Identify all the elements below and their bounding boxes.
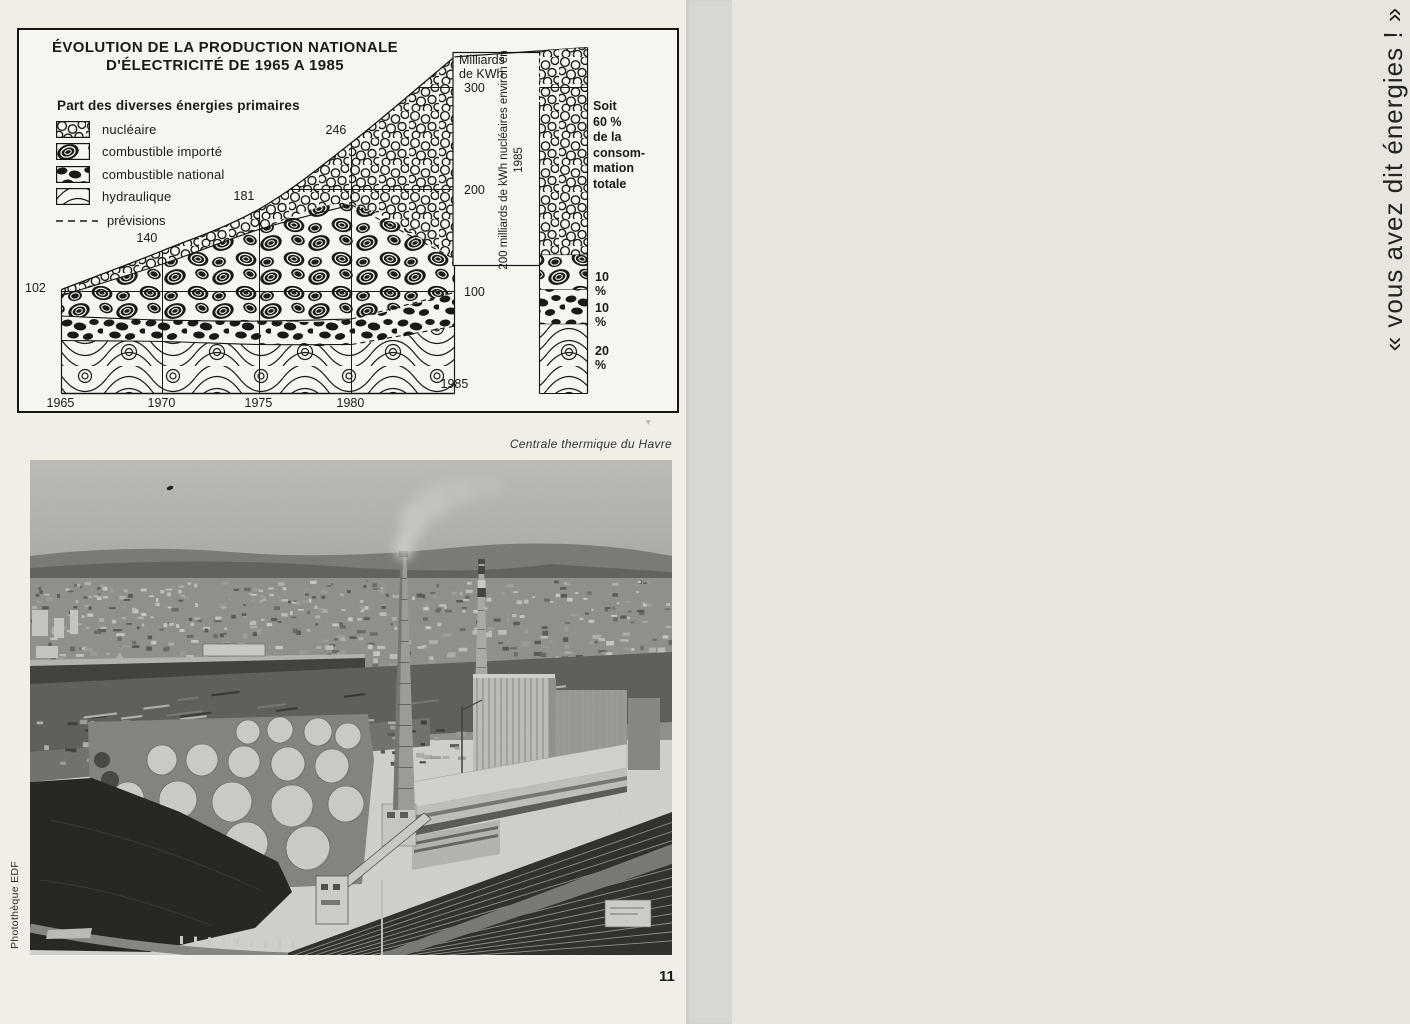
legend-item-importe [56,141,286,164]
x-tick-label: 1965 [46,396,75,410]
x-tick-label: 1980 [336,396,365,410]
legend-label: combustible importé [102,144,223,160]
legend-swatch-national [56,166,90,183]
y-axis-unit-line1: Milliards [459,53,505,67]
dashed-line-swatch [56,217,98,225]
consumption-share-note [593,99,657,192]
chart-title-line1: ÉVOLUTION DE LA PRODUCTION NATIONALE [51,39,399,56]
legend-heading: Part des diverses énergies primaires [57,98,300,113]
chart-title [27,39,423,74]
legend-item-national [56,163,286,186]
page-number: 11 [659,968,675,985]
legend-label: combustible national [102,166,225,182]
x-tick-label: 1975 [244,396,273,410]
legend-swatch-nucleaire [56,121,90,138]
consumption-note-line: 60 % [593,114,622,129]
total-value-label: 246 [325,122,347,137]
vertical-section-title: « vous avez dit énergies ! » [1378,6,1408,352]
y-tick-label: 300 [464,80,485,95]
photo-caption: Centrale thermique du Havre [509,437,672,451]
legend-swatch-hydraulique [56,188,90,205]
legend-swatch-importe [56,143,90,160]
y-tick-label: 100 [464,284,485,299]
legend-label: hydraulique [102,189,172,205]
y-tick-label: 200 [464,182,485,197]
y-axis-unit-line2: de KWh [459,67,504,81]
legend-label: nucléaire [102,121,157,137]
electricity-production-chart [17,28,679,413]
bar-share-label: 10 % [595,270,609,298]
chart-title-line2: D'ÉLECTRICITÉ DE 1965 A 1985 [106,56,344,74]
consumption-note-line: mation [593,161,634,175]
photo-canvas [30,460,672,955]
consumption-note-line: Soit [593,99,617,113]
legend-item-nucleaire [56,118,286,141]
consumption-note-line: de la [593,130,622,144]
total-value-label: 181 [233,188,255,203]
print-artifact-mark: ▾ [646,417,651,427]
consumption-note-line: consom- [593,145,646,160]
bar-share-label: 10 % [595,301,609,329]
x-tick-label: 1970 [147,396,176,410]
bar-share-label: 20 % [595,344,609,372]
total-value-label: 102 [25,281,46,296]
x-tick-label: 1985 [440,377,469,391]
legend-label: prévisions [107,213,166,228]
consumption-note-line: totale [593,176,627,191]
aerial-photo-power-plant [30,460,672,955]
photo-credit: Photothèque EDF [9,861,21,949]
legend-item-previsions [56,213,166,228]
photo-grain [30,460,672,955]
total-value-label: 140 [136,230,158,245]
nuclear-note-rotated: 200 milliards de kWh nucléaires environ en 1985 [498,50,525,270]
sidebar-strip [686,0,1408,1024]
